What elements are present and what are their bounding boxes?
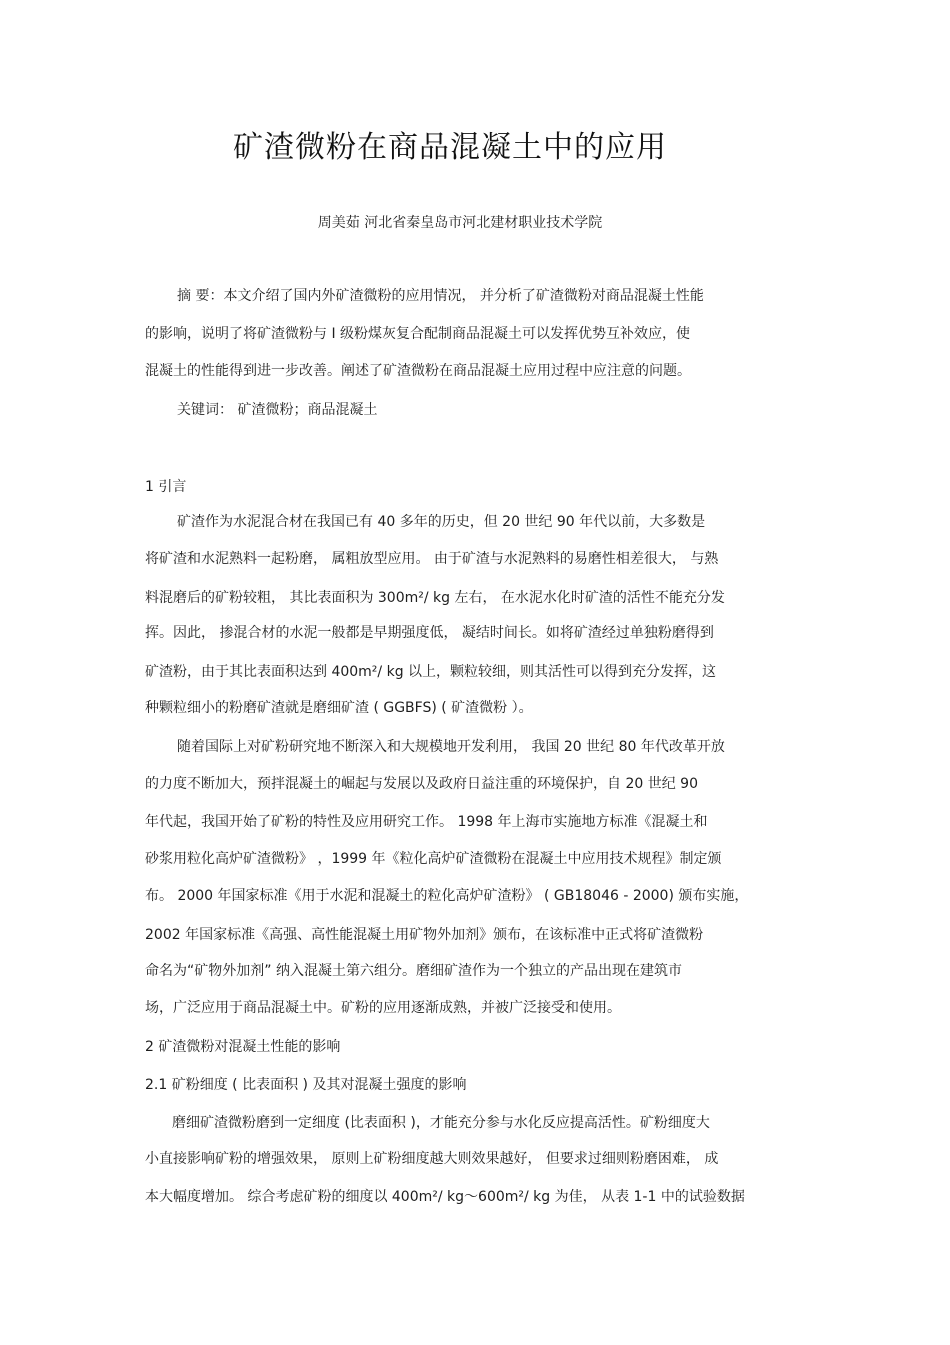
paragraph-line: 2002 年国家标准《高强、高性能混凝土用矿物外加剂》颁布，在该标准中正式将矿渣微粉 [145,927,704,943]
paragraph-line: 料混磨后的矿粉较粗， 其比表面积为 300m²/ kg 左右， 在水泥水化时矿渣的活性不能充分发 [145,590,725,606]
paragraph-line: 矿渣作为水泥混合材在我国已有 40 多年的历史，但 20 世纪 90 年代以前，大多数是 [177,514,706,530]
paragraph-line: 砂浆用粒化高炉矿渣微粉》 ，1999 年《粒化高炉矿渣微粉在混凝土中应用技术规程》制定颁 [145,851,722,867]
paragraph-line: 随着国际上对矿粉研究地不断深入和大规模地开发利用， 我国 20 世纪 80 年代改革开放 [177,739,725,755]
section-2-heading: 2 矿渣微粉对混凝土性能的影响 [145,1039,341,1055]
keywords-line: 关键词： 矿渣微粉；商品混凝土 [177,402,378,418]
paragraph-line: 将矿渣和水泥熟料一起粉磨， 属粗放型应用。 由于矿渣与水泥熟料的易磨性相差很大， 与熟 [145,551,719,567]
paragraph-line: 场，广泛应用于商品混凝土中。矿粉的应用逐渐成熟，并被广泛接受和使用。 [145,1000,621,1016]
paragraph-line: 种颗粒细小的粉磨矿渣就是磨细矿渣 ( GGBFS) ( 矿渣微粉 ）。 [145,700,533,716]
author-affiliation: 周美茹 河北省秦皇岛市河北建材职业技术学院 [317,215,603,231]
abstract-line: 摘 要：本文介绍了国内外矿渣微粉的应用情况， 并分析了矿渣微粉对商品混凝土性能 [177,288,704,304]
section-2-1-heading: 2.1 矿粉细度 ( 比表面积 ) 及其对混凝土强度的影响 [145,1077,467,1093]
paragraph-line: 命名为“矿物外加剂” 纳入混凝土第六组分。磨细矿渣作为一个独立的产品出现在建筑市 [145,963,682,979]
abstract-line: 混凝土的性能得到进一步改善。阐述了矿渣微粉在商品混凝土应用过程中应注意的问题。 [145,363,691,379]
paragraph-line: 小直接影响矿粉的增强效果， 原则上矿粉细度越大则效果越好， 但要求过细则粉磨困难， 成 [145,1151,719,1167]
paragraph-line: 的力度不断加大，预拌混凝土的崛起与发展以及政府日益注重的环境保护，自 20 世纪 90 [145,776,698,792]
paragraph-line: 布。 2000 年国家标准《用于水泥和混凝土的粒化高炉矿渣粉》 ( GB18046 - 2000) 颁布实施， [145,888,749,904]
paragraph-line: 矿渣粉，由于其比表面积达到 400m²/ kg 以上，颗粒较细，则其活性可以得到充分发挥，这 [145,664,717,680]
abstract-line: 的影响，说明了将矿渣微粉与 I 级粉煤灰复合配制商品混凝土可以发挥优势互补效应，使 [145,326,691,342]
paragraph-line: 年代起，我国开始了矿粉的特性及应用研究工作。 1998 年上海市实施地方标准《混凝土和 [145,814,708,830]
paragraph-line: 本大幅度增加。 综合考虑矿粉的细度以 400m²/ kg～600m²/ kg 为佳， 从表 1-1 中的试验数据 [145,1189,745,1205]
document-title: 矿渣微粉在商品混凝土中的应用 [233,130,667,165]
paragraph-line: 挥。因此， 掺混合材的水泥一般都是早期强度低， 凝结时间长。如将矿渣经过单独粉磨得到 [145,625,714,641]
paragraph-line: 磨细矿渣微粉磨到一定细度 (比表面积 )，才能充分参与水化反应提高活性。矿粉细度大 [172,1115,710,1131]
section-1-heading: 1 引言 [145,479,187,495]
